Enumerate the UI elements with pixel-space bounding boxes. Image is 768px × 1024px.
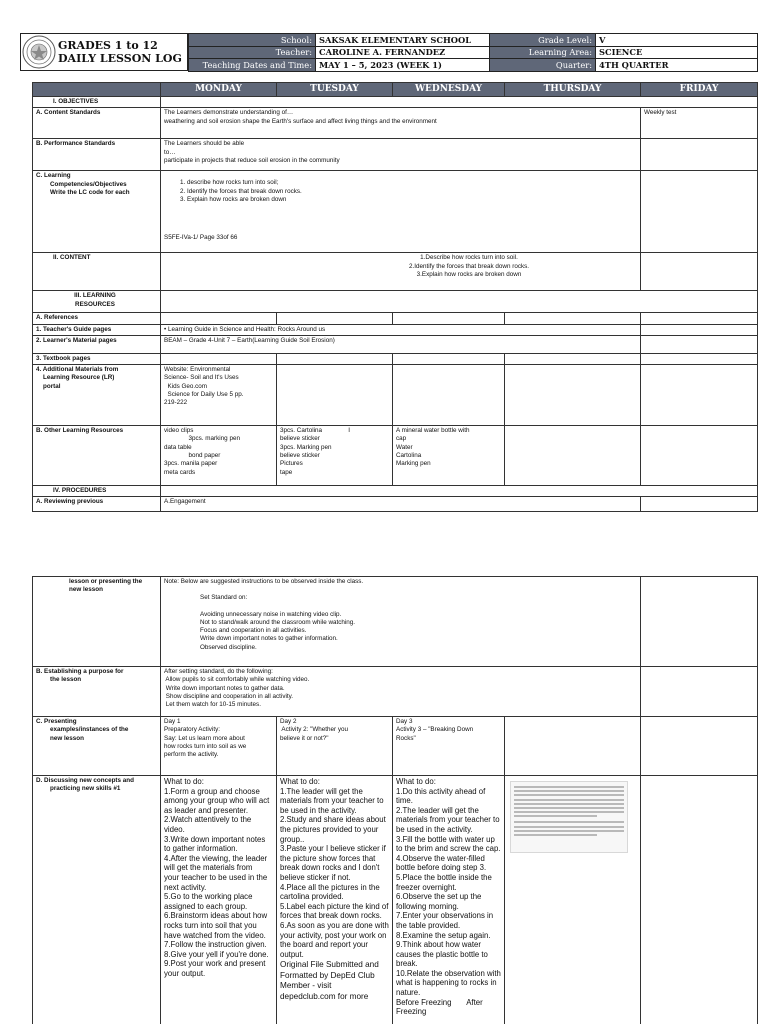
discuss-label-line1: D. Discussing new concepts and [36,777,134,784]
content-item-2: 2.Identify the forces that break down rocks. [408,262,530,270]
day-header-monday: MONDAY [161,83,277,97]
teaching-dates-value: MAY 1 – 5, 2023 (WEEK 1) [316,59,490,72]
lesson-fri [641,577,758,667]
objectives-row [161,97,758,108]
tue-step: materials from your teacher to [280,796,384,806]
content-standards-value [161,108,641,139]
wed-step: the table provided. [396,920,461,930]
other-mon-2: 3pcs. marking pen [164,435,240,443]
other-tue-4: believe sticker [280,452,320,460]
other-wed-5: Marking pen [396,460,431,468]
lc-friday-cell [641,171,758,253]
header-info-table [188,33,758,72]
perf-std-line3: participate in projects that reduce soil erosion in the community [164,156,340,164]
content-label: II. CONTENT [33,253,161,291]
depedclub-note: depedclub.com for more [280,991,369,1001]
mon-step: 1.Form a group and choose [164,786,260,796]
additional-materials-label [33,365,161,426]
present-fri [641,717,758,776]
wed-step: to the brim and screw the cap. [396,844,501,854]
tue-step: be used in the activity. [280,805,357,815]
tue-step: forces that break down rocks. [280,911,382,921]
lesson-label-line2: new lesson [69,586,103,594]
monday-steps [161,776,277,1024]
wed-step: 7.Enter your observations in [396,911,494,921]
procedures-label: IV. PROCEDURES [33,486,161,497]
other-wed-3: Water [396,443,413,451]
lc-item-1: 1. describe how rocks turn into soil; [180,179,279,187]
day2-activity [277,717,393,776]
tue-step: 3.Paste your I believe sticker if [280,844,386,854]
quarter-value: 4TH QUARTER [596,59,758,72]
tb-mon [161,353,277,364]
content-standards-line2: weathering and soil erosion shape the Earth's surface and affect living things and the environment [164,117,437,125]
reviewing-previous-label: A. Reviewing previous [33,497,161,512]
wednesday-steps [393,776,505,1024]
content-value [161,253,641,291]
school-value: SAKSAK ELEMENTARY SCHOOL [316,34,490,47]
day1-line: Say: Let us learn more about [164,734,245,742]
mon-step: to gather information. [164,844,238,854]
standard-item: Observed discipline. [200,643,257,651]
content-friday-cell [641,253,758,291]
learners-material-label: 2. Learner's Material pages [33,335,161,353]
weathering-text-image [510,781,628,853]
purpose-line: Allow pupils to sit comfortably while watching video. [164,676,310,684]
thursday-reference-image [505,776,641,1024]
mon-step: among your group who will act [164,796,270,806]
add-line-1: Website: Environmental [164,366,231,374]
day-header-friday: FRIDAY [641,83,758,97]
present-label-line2: examples/instances of the [50,726,129,734]
day-header-thursday: THURSDAY [505,83,641,97]
mon-step: your teacher to be used in the [164,872,268,882]
wed-step: bottle before doing step 3. [396,863,487,873]
other-resources-wed [393,426,505,486]
wed-step: 6.Observe the set up the [396,892,482,902]
textbook-label: 3. Textbook pages [33,353,161,364]
standard-item: Focus and cooperation in all activities. [200,627,307,635]
mon-step: 2.Watch attentively to the [164,815,252,825]
purpose-line: Write down important notes to gather data. [164,684,285,692]
tue-step: your activity, post your work on [280,930,387,940]
tue-step: 4.Place all the pictures in the [280,882,380,892]
wed-step: 2.The leader will get the [396,805,479,815]
other-tue-3: 3pcs. Marking pen [280,443,332,451]
day3-line: Day 3 [396,718,413,725]
purpose-label-line1: B. Establishing a purpose for [36,668,124,675]
wed-step: 10.Relate the observation with [396,968,501,978]
lesson-log-table-page2 [32,576,758,1024]
mon-step: assigned to each group. [164,901,248,911]
tue-step: 6.As soon as you are done with [280,920,389,930]
wed-step: What to do: [396,777,436,786]
ref-fri [641,313,758,324]
perf-std-line2: to… [164,148,176,156]
tue-step: 5.Label each picture the kind of [280,901,389,911]
lc-label-line1: C. Learning [36,172,71,180]
mon-step: video. [164,824,185,834]
tue-step: What to do: [280,777,320,786]
content-standards-label: A. Content Standards [33,108,161,139]
standard-item: Avoiding unnecessary noise in watching video clip. [200,610,342,618]
teaching-dates-label: Teaching Dates and Time: [189,59,316,72]
add-label-line1: 4. Additional Materials from [36,366,119,374]
school-label: School: [189,34,316,47]
depedclub-note: Formatted by DepEd Club [280,970,375,980]
presenting-lesson-label [33,577,161,667]
depedclub-note: Original File Submitted and [280,960,379,970]
objectives-label: I. OBJECTIVES [33,97,161,108]
dll-title-line2: DAILY LESSON LOG [58,52,182,65]
mon-step: 9.Post your work and present [164,959,266,969]
day1-line: Preparatory Activity: [164,726,220,734]
day2-line: Day 2 [280,718,297,725]
discuss-label-line2: practicing new skills #1 [50,785,121,793]
add-line-3: Kids Geo.com [164,382,208,390]
tue-step: the board and report your [280,940,368,950]
tue-step: output. [280,949,304,959]
mon-step: next activity. [164,882,207,892]
day3-line: Rocks" [396,734,416,742]
mon-step: as leader and presenter. [164,805,249,815]
day-header-blank [33,83,161,97]
tue-step: group.. [280,834,305,844]
day3-activity [393,717,505,776]
mon-step: have watched from the video. [164,930,266,940]
wed-step: 5.Place the bottle inside the [396,872,492,882]
add-line-2: Science- Soil and It's Uses [164,374,239,382]
mon-step: 6.Brainstorm ideas about how [164,911,268,921]
wed-step: be used in the activity. [396,824,473,834]
day1-line: Day 1 [164,718,181,725]
lesson-log-table-page1 [32,82,758,512]
wed-step: time. [396,796,413,806]
other-mon-3: data table [164,443,192,451]
tb-wed [393,353,505,364]
wed-step: 3.Fill the bottle with water up [396,834,495,844]
day2-line: Activity 2: "Whether you [280,726,349,734]
grade-level-label: Grade Level: [490,34,596,47]
other-fri [641,426,758,486]
tue-step: the picture show forces that [280,853,376,863]
perf-std-friday-cell [641,139,758,171]
lm-fri [641,335,758,353]
wed-step: Before Freezing After [396,997,483,1007]
wed-step: following morning. [396,901,459,911]
wed-step: nature. [396,988,421,998]
learning-area-value: SCIENCE [596,46,758,59]
lc-code: S5FE-IVa-1/ Page 33of 66 [164,234,238,242]
other-thu [505,426,641,486]
deped-seal-icon [22,35,56,69]
day2-line: believe it or not?" [280,734,329,742]
wed-step: 8.Examine the setup again. [396,930,491,940]
learners-material-value: BEAM – Grade 4-Unit 7 – Earth(Learning Guide Soil Erosion) [161,335,641,353]
establishing-purpose-value [161,667,641,717]
other-resources-tue [277,426,393,486]
presenting-examples-label [33,717,161,776]
classroom-standards [161,577,641,667]
wed-step: materials from your teacher to [396,815,500,825]
purpose-line: Show discipline and cooperation in all activity. [164,692,294,700]
other-tue-1: 3pcs. Cartolina I [280,427,350,435]
lesson-label-line1: lesson or presenting the [69,578,143,585]
content-item-3: 3.Explain how rocks are broken down [416,270,522,278]
mon-step: 3.Write down important notes [164,834,266,844]
learning-area-label: Learning Area: [490,46,596,59]
tg-fri [641,324,758,335]
other-mon-1: video clips [164,427,194,435]
wed-step: break. [396,959,418,969]
mon-step: 8.Give your yell if you're done. [164,949,269,959]
present-label-line1: C. Presenting [36,718,77,725]
wed-step: freezer overnight. [396,882,457,892]
reviewing-previous-value: A.Engagement [161,497,641,512]
standard-item: Write down important notes to gather information. [200,635,338,643]
teacher-label: Teacher: [189,46,316,59]
competencies-value [161,171,641,253]
tuesday-steps [277,776,393,1024]
other-mon-4: bond paper [164,452,221,460]
ref-mon [161,313,277,324]
grade-level-value: V [596,34,758,47]
present-thu [505,717,641,776]
perf-std-line1: The Learners should be able [164,140,245,148]
ref-tue [277,313,393,324]
mon-step: What to do: [164,777,204,786]
content-item-1: 1.Describe how rocks turn into soil. [420,254,518,262]
add-line-5: 219-222 [164,399,188,407]
tue-step: 2.Study and share ideas about [280,815,386,825]
set-standard: Set Standard on: [200,594,248,602]
resources-label-line1: III. LEARNING [74,292,116,300]
add-label-line3: portal [43,382,61,390]
depedclub-note: Member - visit [280,981,332,991]
other-mon-6: meta cards [164,468,196,476]
day3-line: Activity 3 – "Breaking Down [396,726,474,734]
tue-step: break down rocks and I don't [280,863,380,873]
mon-step: rocks turn into soil that you [164,920,257,930]
standard-item: Not to stand/walk around the classroom while watching. [200,618,356,626]
other-wed-4: Cartolina [396,452,422,460]
add-thu [505,365,641,426]
mon-step: 4.After the viewing, the leader [164,853,268,863]
tue-step: believe sticker if not. [280,872,351,882]
ref-thu [505,313,641,324]
teacher-value: CAROLINE A. FERNANDEZ [316,46,490,59]
other-tue-2: believe sticker [280,435,320,443]
lc-label-line3: Write the LC code for each [50,188,130,196]
tb-tue [277,353,393,364]
wed-step: 4.Observe the water-filled [396,853,485,863]
mon-step: your output. [164,968,206,978]
wed-step: what is happening to rocks in [396,978,497,988]
wed-step: causes the plastic bottle to [396,949,488,959]
day1-line: perform the activity. [164,751,219,759]
day1-activity [161,717,277,776]
competencies-label [33,171,161,253]
review-fri [641,497,758,512]
teachers-guide-value: • Learning Guide in Science and Health: Rocks Around us [161,324,641,335]
content-standards-line1: The Learners demonstrate understanding of… [164,109,294,117]
lc-item-2: 2. Identify the forces that break down rocks. [180,187,302,195]
references-label: A. References [33,313,161,324]
mon-step: 7.Follow the instruction given. [164,940,267,950]
other-wed-1: A mineral water bottle with [396,427,470,435]
day-header-wednesday: WEDNESDAY [393,83,505,97]
other-mon-5: 3pcs. manila paper [164,460,218,468]
purpose-line: After setting standard, do the following: [164,668,273,675]
day1-line: how rocks turn into soil as we [164,742,247,750]
purpose-label-line2: the lesson [50,676,82,684]
friday-weekly-test: Weekly test [641,108,758,139]
day-header-tuesday: TUESDAY [277,83,393,97]
purpose-line: Let them watch for 10-15 minutes. [164,701,261,709]
tb-thu [505,353,641,364]
dll-title-line1: GRADES 1 to 12 [58,39,158,52]
other-resources-label: B. Other Learning Resources [33,426,161,486]
learning-resources-label [33,291,161,313]
lc-item-3: 3. Explain how rocks are broken down [180,195,287,203]
wed-step: 1.Do this activity ahead of [396,786,486,796]
tb-fri [641,353,758,364]
discussing-concepts-label [33,776,161,1024]
performance-standards-label: B. Performance Standards [33,139,161,171]
mon-step: 5.Go to the working place [164,892,253,902]
tue-step: 1.The leader will get the [280,786,363,796]
ref-wed [393,313,505,324]
wed-step: 9.Think about how water [396,940,481,950]
discuss-fri [641,776,758,1024]
performance-standards-value [161,139,641,171]
add-fri [641,365,758,426]
purpose-fri [641,667,758,717]
resources-label-line2: RESOURCES [75,300,115,308]
other-tue-6: tape [280,468,293,476]
establishing-purpose-label [33,667,161,717]
add-wed [393,365,505,426]
teachers-guide-label: 1. Teacher's Guide pages [33,324,161,335]
add-label-line2: Learning Resource (LR) [43,374,115,382]
procedures-row [161,486,758,497]
other-wed-2: cap [396,435,407,443]
tue-step: the pictures provided to your [280,824,379,834]
tue-step: cartolina provided. [280,892,344,902]
add-tue [277,365,393,426]
other-tue-5: Pictures [280,460,303,468]
suggested-note: Note: Below are suggested instructions to be observed inside the class. [164,578,364,585]
mon-step: will get the materials from [164,863,253,873]
wed-step: Freezing [396,1007,427,1017]
additional-materials-mon [161,365,277,426]
other-resources-mon [161,426,277,486]
lc-label-line2: Competencies/Objectives [50,180,127,188]
resources-row [161,291,758,313]
add-line-4: Science for Daily Use 5 pp. [164,391,244,399]
present-label-line3: new lesson [50,734,84,742]
quarter-label: Quarter: [490,59,596,72]
